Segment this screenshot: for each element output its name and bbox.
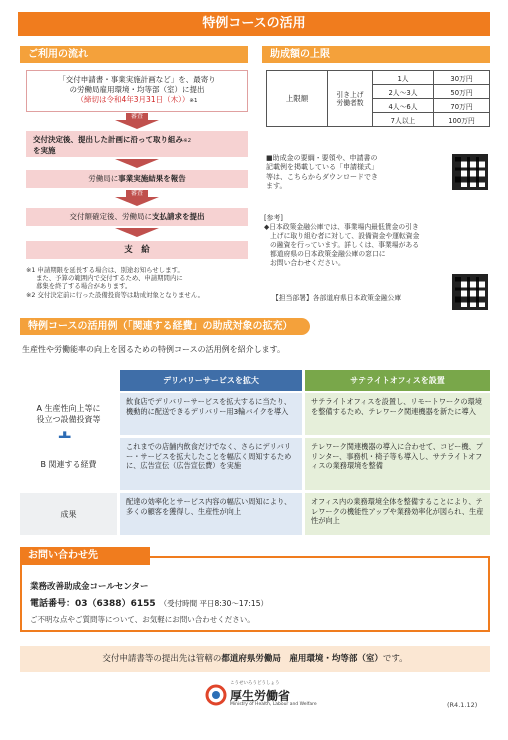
- flow-step-report: 労働局に事業実施結果を報告: [26, 170, 248, 188]
- cell-a-delivery: 飲食店でデリバリーサービスを拡大するに当たり、機動的に配送できるデリバリー用3輪バイクを導入: [120, 393, 302, 435]
- mhlw-logo-icon: [205, 684, 227, 706]
- cell-c-delivery: 配達の効率化とサービス内容の幅広い周知により、多くの顧客を獲得し、生産性が向上: [120, 493, 302, 535]
- contact-note: ご不明な点やご質問等について、お気軽にお問い合わせください。: [30, 615, 255, 624]
- row-label-b: B 関連する経費: [20, 438, 117, 490]
- flow-step-implement: 交付決定後、提出した計画に沿って取り組み※2 を実施: [26, 131, 248, 157]
- deadline-text: （締切は令和4年3月31日（木））: [76, 95, 190, 104]
- col-satellite: サテライトオフィスを設置: [305, 370, 490, 391]
- limit-table: 上限額 引き上げ 労働者数 1人 30万円 2人〜3人 50万円 4人〜6人 70万円 7人以上 100万円: [266, 70, 490, 127]
- ministry-name-en: Ministry of Health, Labour and Welfare: [230, 702, 317, 707]
- flow-arrow: [115, 120, 159, 129]
- flow-step-text: 「交付申請書・事業実施計画など」を、最寄り: [58, 75, 216, 84]
- flow-arrow: [115, 197, 159, 206]
- page-title: 特例コースの活用: [18, 12, 490, 36]
- flow-step-claim: 交付額確定後、労働局に支払請求を提出: [26, 208, 248, 226]
- col-delivery: デリバリーサービスを拡大: [120, 370, 302, 391]
- review-label: 審査: [126, 190, 148, 198]
- cell-a-satellite: サテライトオフィスを設置し、リモートワークの環境を整備するため、テレワーク関連機器を新たに導入: [305, 393, 490, 435]
- cell-b-delivery: これまでの店舗内飲食だけでなく、さらにデリバリー・サービスを拡大したことを幅広く周知するために、広告宣伝（広告宣伝費）を実施: [120, 438, 302, 490]
- flow-heading: ご利用の流れ: [20, 46, 248, 63]
- row-label-a: A 生産性向上等に 役立つ設備投資等: [20, 393, 117, 435]
- contact-phone: 電話番号：03（6388）6155 （受付時間 平日8:30〜17:15）: [30, 599, 268, 609]
- flow-step-text: の労働局雇用環境・均等部（室）に提出: [69, 85, 205, 94]
- submission-info: 交付申請書等の提出先は管轄の都道府県労働局 雇用環境・均等部（室）です。: [20, 646, 490, 672]
- flow-arrow: [115, 159, 159, 168]
- cases-heading: 特例コースの活用例（「関連する経費」の助成対象の拡充）: [20, 318, 310, 335]
- reference-contact: 【担当部署】各部道府県日本政策金融公庫: [272, 294, 402, 302]
- row-label-c: 成果: [20, 493, 117, 535]
- cases-intro: 生産性や労働能率の向上を図るための特例コースの活用例を紹介します。: [22, 345, 285, 354]
- download-text: ■助成金の要綱・要領や、申請書の 記載例を掲載している「申請様式」 等は、こちらからダウンロードでき ます。: [266, 154, 378, 191]
- limit-sub-label: 引き上げ 労働者数: [328, 71, 373, 127]
- cell-c-satellite: オフィス内の業務環境全体を整備することにより、テレワークの機能性アップや業務効率化が図られ、生産性が向上: [305, 493, 490, 535]
- reference-qr-code[interactable]: [452, 274, 488, 310]
- flow-arrow: [115, 228, 159, 237]
- contact-center: 業務改善助成金コールセンター: [30, 582, 149, 592]
- review-label: 審査: [126, 113, 148, 121]
- flow-step-submit: 「交付申請書・事業実施計画など」を、最寄り の労働局雇用環境・均等部（室）に提出 （締切は令和4年3月31日（木））※1: [26, 70, 248, 112]
- cell-b-satellite: テレワーク関連機器の導入に合わせて、コピー機、プリンター、事務机・椅子等も導入し、サテライトオフィスの業務環境を整備: [305, 438, 490, 490]
- document-date: (R4.1.12): [447, 701, 478, 709]
- ministry-name: 厚生労働省: [230, 689, 291, 703]
- flow-notes: ※1 申請期限を延長する場合は、別途お知らせします。 また、予算の範囲内で交付するため、申請期間内に 募集を終了する場合があります。 ※2 交付決定前に行った設備投資等は助成対象となりません。: [26, 266, 204, 299]
- contact-heading: お問い合わせ先: [20, 547, 150, 565]
- limit-label: 上限額: [267, 71, 328, 127]
- download-qr-code[interactable]: [452, 154, 488, 190]
- ministry-ruby: こうせいろうどうしょう: [230, 681, 280, 686]
- limit-heading: 助成額の上限: [262, 46, 490, 63]
- flow-step-payment: 支 給: [26, 241, 248, 259]
- reference-text: [参考] ◆日本政策金融公庫では、事業場内最低賃金の引き 上げに取り組む者に対して、設備資金や運転資金 の融資を行っています。詳しくは、事業場がある 都道府県の日本政策金融公庫の窓口に お問い合わせください。: [264, 214, 420, 267]
